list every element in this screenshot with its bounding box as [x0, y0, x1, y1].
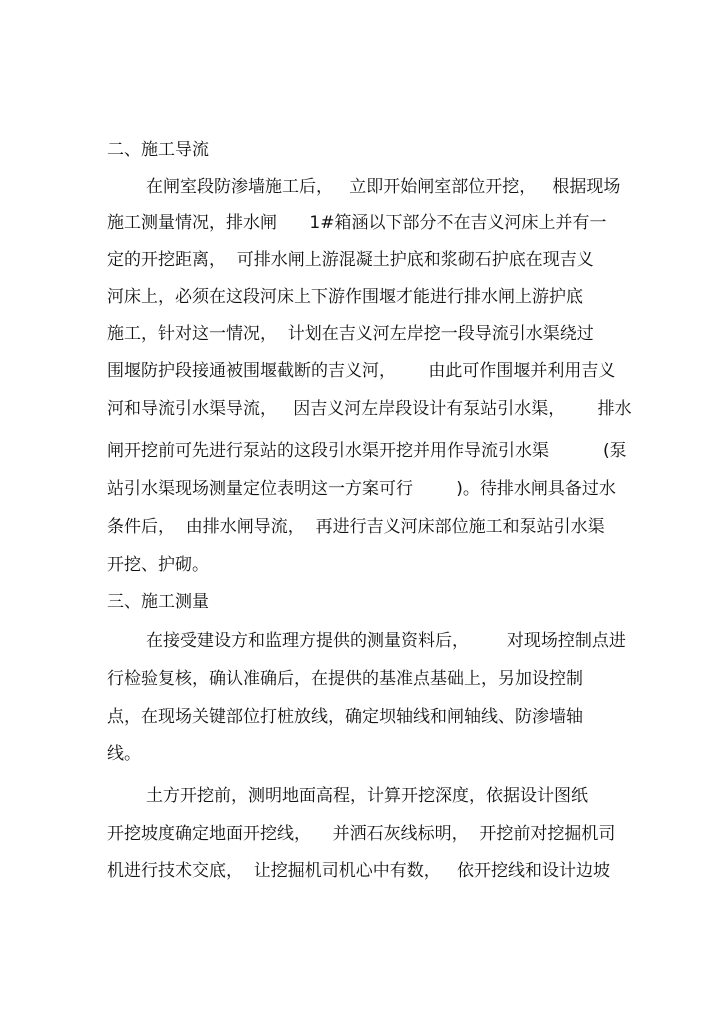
paragraph-line: 闸开挖前可先进行泵站的这段引水渠开挖并用作导流引水渠 (泵 [107, 441, 627, 461]
paragraph-line: 土方开挖前，测明地面高程，计算开挖深度，依据设计图纸 [146, 786, 588, 806]
paragraph-line: 开挖、护砌。 [107, 555, 209, 575]
paragraph-line: 围堰防护段接通被围堰截断的吉义河， 由此可作围堰并利用吉义 [107, 361, 616, 381]
paragraph-line: 条件后， 由排水闸导流， 再进行吉义河床部位施工和泵站引水渠 [107, 517, 605, 537]
paragraph-line: 施工，针对这一情况， 计划在吉义河左岸挖一段导流引水渠绕过 [107, 324, 594, 344]
paragraph-line: 开挖坡度确定地面开挖线， 并洒石灰线标明， 开挖前对挖掘机司 [107, 824, 616, 844]
paragraph-line: 机进行技术交底， 让挖掘机司机心中有数， 依开挖线和设计边坡 [107, 861, 611, 881]
paragraph-line: 施工测量情况，排水闸 1#箱涵以下部分不在吉义河床上并有一 [107, 213, 607, 233]
paragraph-line: 定的开挖距离， 可排水闸上游混凝土护底和浆砌石护底在现吉义 [107, 250, 594, 270]
paragraph-line: 站引水渠现场测量定位表明这一方案可行 )。待排水闸具备过水 [107, 479, 616, 499]
paragraph-line: 线。 [107, 744, 141, 764]
paragraph-line: 点，在现场关键部位打桩放线，确定坝轴线和闸轴线、防渗墙轴 [107, 707, 583, 727]
paragraph-line: 河床上，必须在这段河床上下游作围堰才能进行排水闸上游护底 [107, 287, 583, 307]
paragraph-line: 在闸室段防渗墙施工后， 立即开始闸室部位开挖， 根据现场 [146, 177, 621, 197]
section-heading-survey: 三、施工测量 [107, 592, 209, 612]
paragraph-line: 河和导流引水渠导流， 因吉义河左岸段设计有泵站引水渠， 排水 [107, 399, 632, 419]
paragraph-line: 行检验复核，确认准确后，在提供的基准点基础上，另加设控制 [107, 669, 583, 689]
section-heading-diversion: 二、施工导流 [107, 140, 209, 160]
paragraph-line: 在接受建设方和监理方提供的测量资料后， 对现场控制点进 [146, 631, 626, 651]
